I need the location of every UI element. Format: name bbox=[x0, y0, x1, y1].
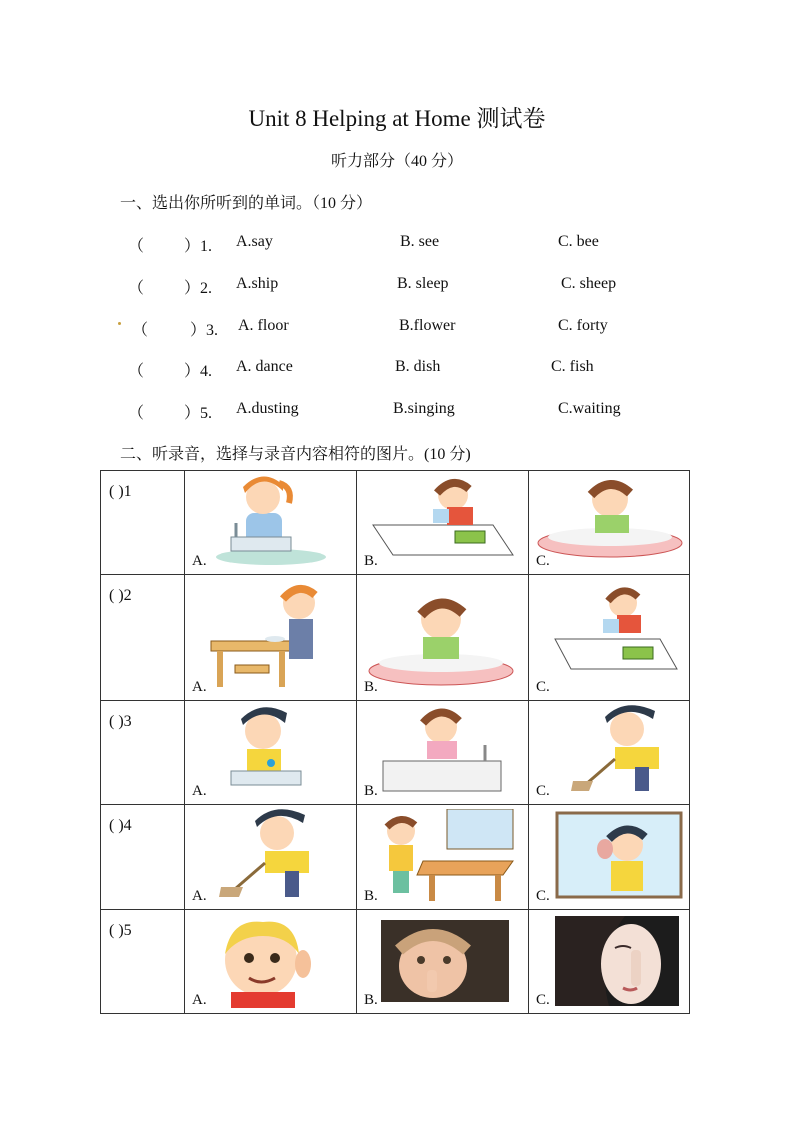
boy-washing-dishes-illustration bbox=[191, 705, 341, 799]
option-label: B. bbox=[364, 783, 378, 799]
boy-sweeping-illustration bbox=[535, 705, 685, 799]
option-b: B.flower bbox=[399, 317, 456, 334]
table-row bbox=[101, 805, 690, 910]
question-number: ( )3 bbox=[109, 713, 132, 730]
option-c: C. bee bbox=[558, 233, 599, 250]
picture-option-cell bbox=[529, 805, 690, 910]
question-number: ( )1 bbox=[109, 483, 132, 500]
option-label: B. bbox=[364, 679, 378, 695]
option-c: C. forty bbox=[558, 317, 608, 334]
question-number: ）5. bbox=[184, 405, 213, 422]
option-a: A.dusting bbox=[236, 400, 299, 417]
option-label: A. bbox=[192, 992, 207, 1008]
question-number: ）4. bbox=[184, 363, 213, 380]
picture-option-cell bbox=[357, 575, 529, 701]
picture-option-cell bbox=[529, 471, 690, 575]
table-row bbox=[101, 575, 690, 701]
table-row bbox=[101, 910, 690, 1014]
option-label: C. bbox=[536, 553, 550, 569]
question-cell bbox=[101, 575, 185, 701]
option-a: A.ship bbox=[236, 275, 279, 292]
page-title: Unit 8 Helping at Home 测试卷 bbox=[248, 106, 546, 131]
stray-dot bbox=[118, 322, 121, 325]
picture-option-cell bbox=[529, 701, 690, 805]
picture-option-cell bbox=[529, 910, 690, 1014]
child-touching-nose-photo bbox=[363, 914, 518, 1008]
table-row bbox=[101, 471, 690, 575]
option-label: C. bbox=[536, 679, 550, 695]
question-cell bbox=[101, 471, 185, 575]
answer-paren-open: （ bbox=[128, 405, 145, 422]
question-number: ）2. bbox=[184, 280, 213, 297]
option-b: B. dish bbox=[395, 358, 441, 375]
option-b: B. sleep bbox=[397, 275, 449, 292]
answer-paren-open: （ bbox=[128, 363, 145, 380]
picture-option-cell bbox=[357, 805, 529, 910]
question-cell bbox=[101, 910, 185, 1014]
option-label: C. bbox=[536, 992, 550, 1008]
answer-paren-open: （ bbox=[128, 280, 145, 297]
option-c: C.waiting bbox=[558, 400, 621, 417]
picture-option-cell bbox=[185, 701, 357, 805]
picture-option-cell bbox=[357, 471, 529, 575]
girl-washing-clothes-tub-illustration bbox=[363, 579, 518, 695]
question-number: ( )2 bbox=[109, 587, 132, 604]
option-label: B. bbox=[364, 888, 378, 904]
option-label: A. bbox=[192, 888, 207, 904]
page-subtitle: 听力部分（40 分） bbox=[330, 153, 463, 170]
option-label: C. bbox=[536, 783, 550, 799]
answer-paren-open: （ bbox=[132, 322, 149, 339]
option-b: B.singing bbox=[393, 400, 455, 417]
boy-touching-ear-illustration bbox=[191, 914, 341, 1008]
option-a: A. dance bbox=[236, 358, 293, 375]
answer-paren-open: （ bbox=[128, 238, 145, 255]
option-label: A. bbox=[192, 553, 207, 569]
question-number: ）3. bbox=[190, 322, 219, 339]
option-label: C. bbox=[536, 888, 550, 904]
boy-sweeping-illustration bbox=[191, 809, 341, 904]
question-cell bbox=[101, 805, 185, 910]
picture-option-cell bbox=[185, 805, 357, 910]
part1-heading: 一、选出你所听到的单词。（10 分） bbox=[120, 195, 373, 212]
girl-setting-table-illustration bbox=[191, 579, 341, 695]
picture-option-cell bbox=[185, 910, 357, 1014]
boy-cleaning-table-illustration bbox=[363, 809, 518, 904]
option-c: C. sheep bbox=[561, 275, 617, 292]
option-a: A. floor bbox=[238, 317, 289, 334]
question-cell bbox=[101, 701, 185, 805]
option-label: B. bbox=[364, 992, 378, 1008]
girl-washing-clothes-tub-illustration bbox=[535, 475, 685, 569]
option-a: A.say bbox=[236, 233, 273, 250]
option-label: A. bbox=[192, 783, 207, 799]
girl-washing-cloth-illustration bbox=[363, 475, 518, 569]
girl-washing-dishes-illustration bbox=[191, 475, 341, 569]
picture-choice-table bbox=[100, 470, 690, 1014]
question-number: ）1. bbox=[184, 238, 213, 255]
picture-option-cell bbox=[529, 575, 690, 701]
table-row bbox=[101, 701, 690, 805]
woman-touching-nose-photo bbox=[535, 914, 685, 1008]
option-c: C. fish bbox=[551, 358, 594, 375]
picture-option-cell bbox=[357, 910, 529, 1014]
option-label: A. bbox=[192, 679, 207, 695]
question-number: ( )4 bbox=[109, 817, 132, 834]
option-label: B. bbox=[364, 553, 378, 569]
picture-option-cell bbox=[185, 471, 357, 575]
part2-heading: 二、听录音，选择与录音内容相符的图片。(10 分) bbox=[120, 446, 471, 463]
question-number: ( )5 bbox=[109, 922, 132, 939]
girl-at-sink-illustration bbox=[363, 705, 518, 799]
boy-cleaning-window-illustration bbox=[535, 809, 685, 904]
option-b: B. see bbox=[400, 233, 440, 250]
picture-option-cell bbox=[357, 701, 529, 805]
picture-option-cell bbox=[185, 575, 357, 701]
girl-washing-cloth-illustration bbox=[535, 579, 685, 695]
